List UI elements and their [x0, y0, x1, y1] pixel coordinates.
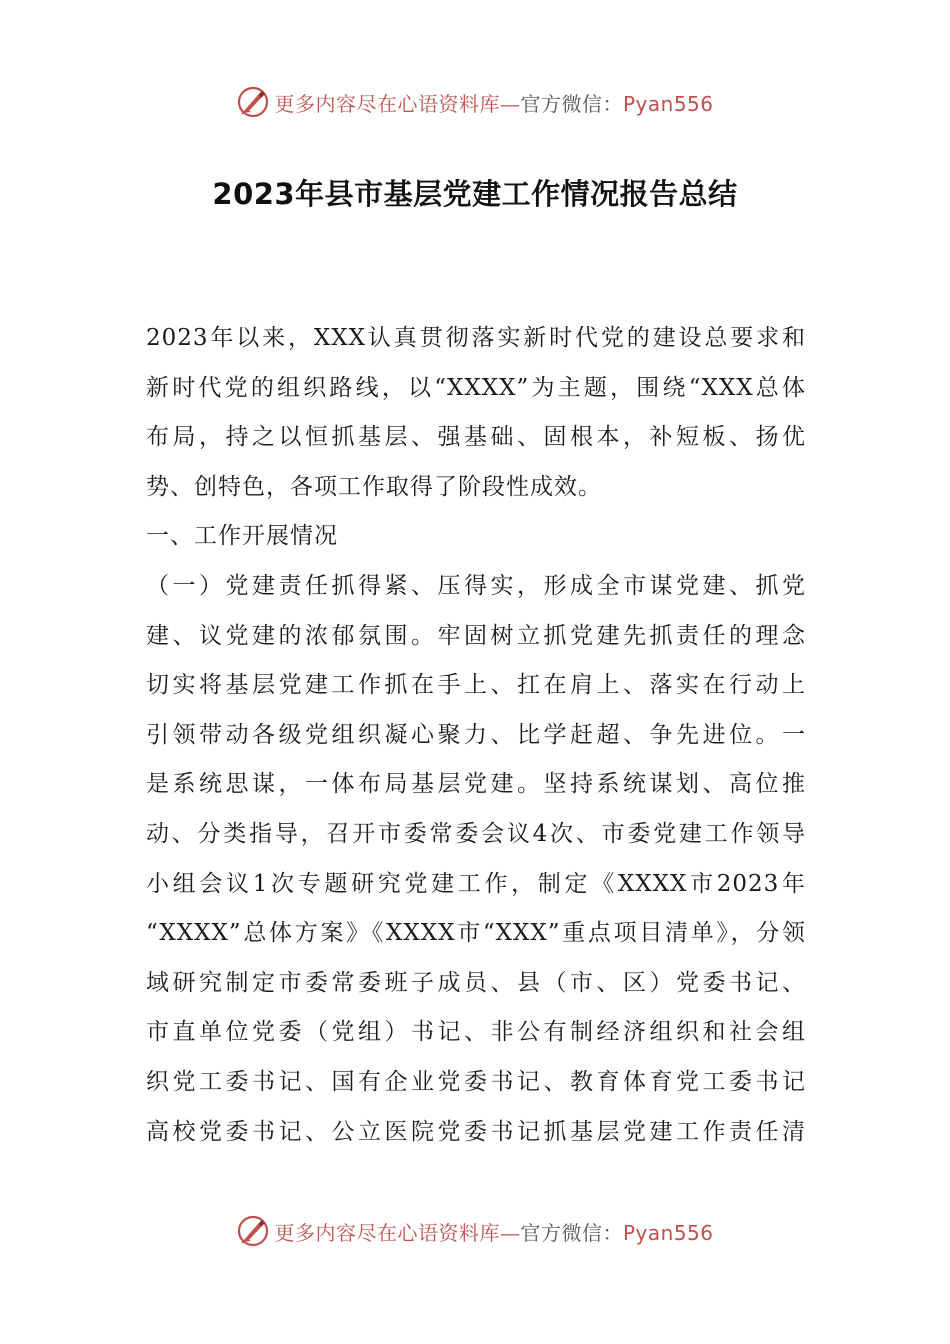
body-line: 切实将基层党建工作抓在手上、扛在肩上、落实在行动上 — [146, 672, 806, 699]
pen-circle-icon — [236, 1214, 270, 1248]
body-line: （一）党建责任抓得紧、压得实，形成全市谋党建、抓党 — [146, 572, 806, 599]
body-line: 2023年以来，XXX认真贯彻落实新时代党的建设总要求和 — [146, 325, 806, 351]
body-line: 高校党委书记、公立医院党委书记抓基层党建工作责任清 — [146, 1118, 806, 1145]
watermark-main: 更多内容尽在心语资料库 — [274, 91, 500, 116]
document-body — [146, 314, 806, 1157]
body-line: 市直单位党委（党组）书记、非公有制经济组织和社会组 — [146, 1019, 806, 1046]
watermark-dash: — — [499, 1220, 521, 1245]
watermark-official: 官方微信： — [520, 91, 623, 116]
body-line: 域研究制定市委常委班子成员、县（市、区）党委书记、 — [146, 969, 806, 996]
body-line: “XXXX”总体方案》《XXXX市“XXX”重点项目清单》，分领 — [146, 920, 806, 947]
body-line: 建、议党建的浓郁氛围。牢固树立抓党建先抓责任的理念 — [146, 622, 806, 649]
body-line: 小组会议1次专题研究党建工作，制定《XXXX市2023年 — [146, 870, 806, 897]
watermark-main: 更多内容尽在心语资料库 — [274, 1220, 500, 1245]
body-line: 布局，持之以恒抓基层、强基础、固根本，补短板、扬优 — [146, 424, 806, 451]
body-line: 动、分类指导，召开市委常委会议4次、市委党建工作领导 — [146, 820, 806, 847]
document-title: 2023年县市基层党建工作情况报告总结 — [212, 177, 738, 211]
watermark-text — [274, 1217, 713, 1246]
watermark-id: Pyan556 — [622, 91, 714, 116]
body-line: 织党工委书记、国有企业党委书记、教育体育党工委书记 — [146, 1068, 806, 1095]
pen-circle-icon — [236, 85, 270, 119]
body-line: 新时代党的组织路线，以“XXXX”为主题，围绕“XXX总体 — [146, 374, 806, 401]
body-line: 是系统思谋，一体布局基层党建。坚持系统谋划、高位推 — [146, 771, 806, 798]
watermark-id: Pyan556 — [622, 1220, 714, 1245]
watermark-text — [274, 88, 713, 117]
body-line: 引领带动各级党组织凝心聚力、比学赶超、争先进位。一 — [146, 721, 806, 748]
watermark-dash: — — [499, 91, 521, 116]
header-watermark — [0, 82, 950, 122]
watermark-official: 官方微信： — [520, 1220, 623, 1245]
section-heading: 一、工作开展情况 — [146, 523, 338, 550]
footer-watermark — [0, 1211, 950, 1251]
body-line: 势、创特色，各项工作取得了阶段性成效。 — [146, 473, 602, 500]
